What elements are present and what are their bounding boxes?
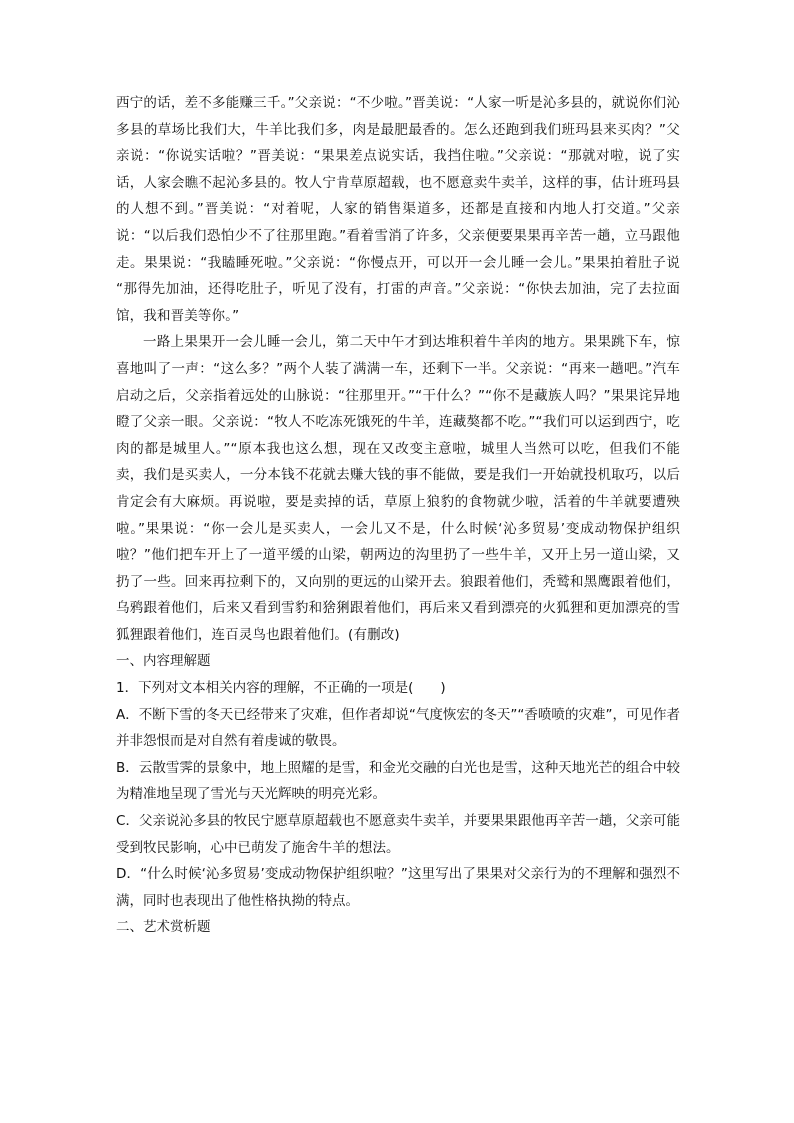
- question-1: [116, 675, 680, 914]
- document-page: [116, 90, 680, 941]
- section-title-content-understanding: 一、内容理解题: [116, 653, 211, 670]
- question-1-option-d: D．“什么时候‘沁多贸易’变成动物保护组织啦？”这里写出了果果对父亲行为的不理解和强烈不满，同时也表现出了他性格执拗的特点。: [116, 866, 680, 909]
- question-1-option-a: A．不断下雪的冬天已经带来了灾难，但作者却说“气度恢宏的冬天”“香喷喷的灾难”，可见作者并非怨恨而是对自然有着虔诚的敬畏。: [116, 706, 680, 750]
- question-1-option-c: C．父亲说沁多县的牧民宁愿草原超载也不愿意卖牛卖羊，并要果果跟他再辛苦一趟，父亲可能受到牧民影响，心中已萌发了施舍牛羊的想法。: [116, 813, 680, 856]
- question-1-stem: 1．下列对文本相关内容的理解，不正确的一项是( ): [116, 680, 446, 697]
- question-1-option-b: B．云散雪霁的景象中，地上照耀的是雪，和金光交融的白光也是雪，这种天地光芒的组合中较为精准地呈现了雪光与天光辉映的明亮光彩。: [116, 759, 680, 803]
- passage-paragraph-2: 一路上果果开一会儿睡一会儿，第二天中午才到达堆积着牛羊肉的地方。果果跳下车，惊喜地叫了一声：“这么多？”两个人装了满满一车，还剩下一半。父亲说：“再来一趟吧。”汽车启动之后，父亲指着远处的山脉说：“往那里开。”“干什么？”“你不是藏族人吗？”果果诧异地瞪了父亲一眼。父亲说：“牧人不吃冻死饿死的牛羊，连藏獒都不吃。”“我们可以运到西宁，吃肉的都是城里人。”“原本我也这么想，现在又改变主意啦，城里人当然可以吃，但我们不能卖，我们是买卖人，一分本钱不花就去赚大钱的事不能做，要是我们一开始就投机取巧，以后肯定会有大麻烦。再说啦，要是卖掉的话，草原上狼豹的食物就少啦，活着的牛羊就要遭殃啦。”果果说：“你一会儿是买卖人，一会儿又不是，什么时候‘沁多贸易’变成动物保护组织啦？”他们把车开上了一道平缓的山梁，朝两边的沟里扔了一些牛羊，又开上另一道山梁，又扔了一些。回来再拉剩下的，又向别的更远的山梁开去。狼跟着他们，秃鹫和黑鹰跟着他们，乌鸦跟着他们，后来又看到雪豹和猞猁跟着他们，再后来又看到漂亮的火狐狸和更加漂亮的雪狐狸跟着他们，连百灵鸟也跟着他们。(有删改): [116, 334, 680, 643]
- section-title-art-appreciation: 二、艺术赏析题: [116, 919, 211, 936]
- passage-paragraph-1: 西宁的话，差不多能赚三千。”父亲说：“不少啦。”晋美说：“人家一听是沁多县的，就说你们沁多县的草场比我们大，牛羊比我们多，肉是最肥最香的。怎么还跑到我们班玛县来买肉？”父亲说：“你说实话啦？”晋美说：“果果差点说实话，我挡住啦。”父亲说：“那就对啦，说了实话，人家会瞧不起沁多县的。牧人宁肯草原超载，也不愿意卖牛卖羊，这样的事，估计班玛县的人想不到。”晋美说：“对着呢，人家的销售渠道多，还都是直接和内地人打交道。”父亲说：“以后我们恐怕少不了往那里跑。”看着雪消了许多，父亲便要果果再辛苦一趟，立马跟他走。果果说：“我瞌睡死啦。”父亲说：“你慢点开，可以开一会儿睡一会儿。”果果拍着肚子说 “那得先加油，还得吃肚子，听见了没有，打雷的声音。”父亲说：“你快去加油，完了去拉面馆，我和晋美等你。”: [116, 95, 680, 324]
